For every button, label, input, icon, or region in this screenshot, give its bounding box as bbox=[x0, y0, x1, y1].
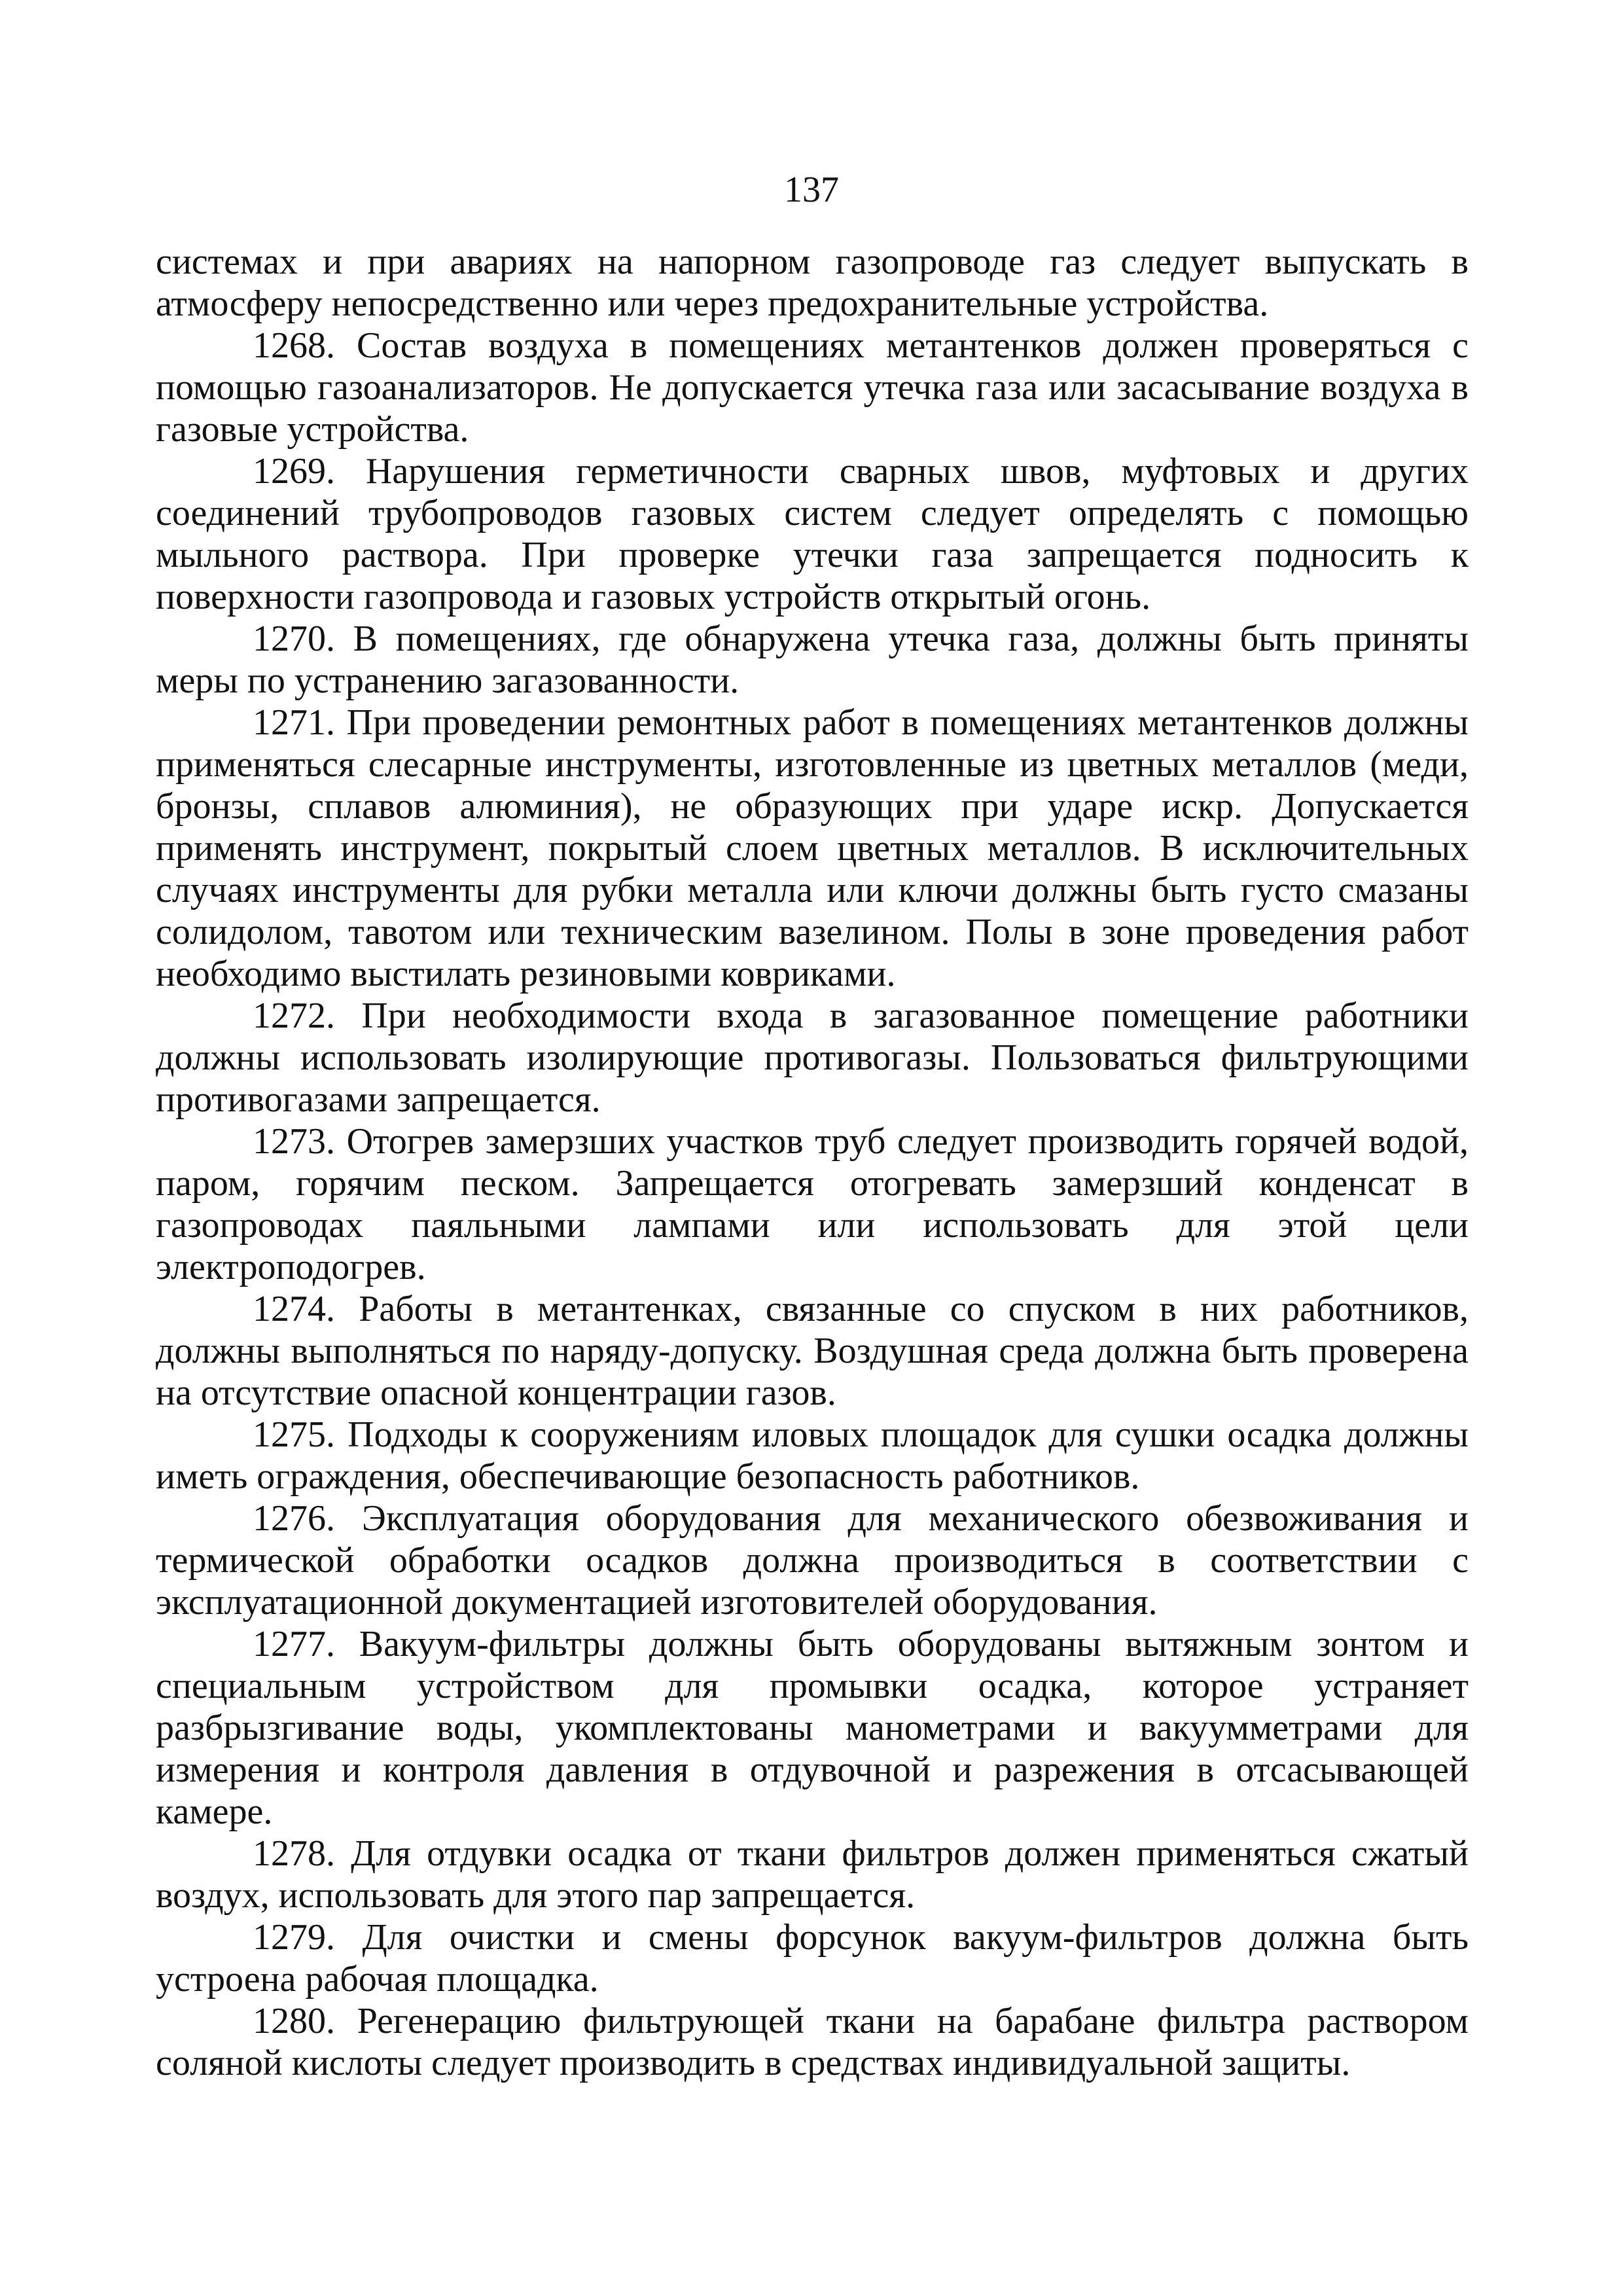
paragraph-1275: 1275. Подходы к сооружениям иловых площадок для сушки осадка должны иметь ограждения, обеспечивающие безопасность работников. bbox=[156, 1414, 1469, 1497]
paragraph-1268: 1268. Состав воздуха в помещениях метантенков должен проверяться с помощью газоанализаторов. Не допускается утечка газа или засасывание воздуха в газовые устройства. bbox=[156, 325, 1469, 450]
paragraph-1280: 1280. Регенерацию фильтрующей ткани на барабане фильтра раствором соляной кислоты следует производить в средствах индивидуальной защиты. bbox=[156, 2001, 1469, 2083]
document-body bbox=[156, 241, 1469, 2084]
paragraph-1273: 1273. Отогрев замерзших участков труб следует производить горячей водой, паром, горячим песком. Запрещается отогревать замерзший конденсат в газопроводах паяльными лампами или использовать для этой цели электроподогрев. bbox=[156, 1121, 1469, 1287]
page-number: 137 bbox=[784, 170, 839, 210]
paragraph-1274: 1274. Работы в метантенках, связанные со спуском в них работников, должны выполняться по наряду-допуску. Воздушная среда должна быть проверена на отсутствие опасной концентрации газов. bbox=[156, 1289, 1469, 1413]
paragraph-1269: 1269. Нарушения герметичности сварных швов, муфтовых и других соединений трубопроводов газовых систем следует определять с помощью мыльного раствора. При проверке утечки газа запрещается подносить к поверхности газопровода и газовых устройств открытый огонь. bbox=[156, 451, 1469, 617]
paragraph-1277: 1277. Вакуум-фильтры должны быть оборудованы вытяжным зонтом и специальным устройством для промывки осадка, которое устраняет разбрызгивание воды, укомплектованы манометрами и вакуумметрами для измерения и контроля давления в отдувочной и разрежения в отсасывающей камере. bbox=[156, 1624, 1469, 1832]
paragraph-continuation: системах и при авариях на напорном газопроводе газ следует выпускать в атмосферу непосредственно или через предохранительные устройства. bbox=[156, 242, 1469, 324]
paragraph-1272: 1272. При необходимости входа в загазованное помещение работники должны использовать изолирующие противогазы. Пользоваться фильтрующими противогазами запрещается. bbox=[156, 996, 1469, 1120]
paragraph-1276: 1276. Эксплуатация оборудования для механического обезвоживания и термической обработки осадков должна производиться в соответствии с эксплуатационной документацией изготовителей оборудования. bbox=[156, 1498, 1469, 1623]
paragraph-1279: 1279. Для очистки и смены форсунок вакуум-фильтров должна быть устроена рабочая площадка. bbox=[156, 1917, 1469, 2000]
paragraph-1270: 1270. В помещениях, где обнаружена утечка газа, должны быть приняты меры по устранению загазованности. bbox=[156, 619, 1469, 701]
paragraph-1271: 1271. При проведении ремонтных работ в помещениях метантенков должны применяться слесарные инструменты, изготовленные из цветных металлов (меди, бронзы, сплавов алюминия), не образующих при ударе искр. Допускается применять инструмент, покрытый слоем цветных металлов. В исключительных случаях инструменты для рубки металла или ключи должны быть густо смазаны солидолом, тавотом или техническим вазелином. Полы в зоне проведения работ необходимо выстилать резиновыми ковриками. bbox=[156, 702, 1469, 994]
paragraph-1278: 1278. Для отдувки осадка от ткани фильтров должен применяться сжатый воздух, использовать для этого пар запрещается. bbox=[156, 1833, 1469, 1916]
